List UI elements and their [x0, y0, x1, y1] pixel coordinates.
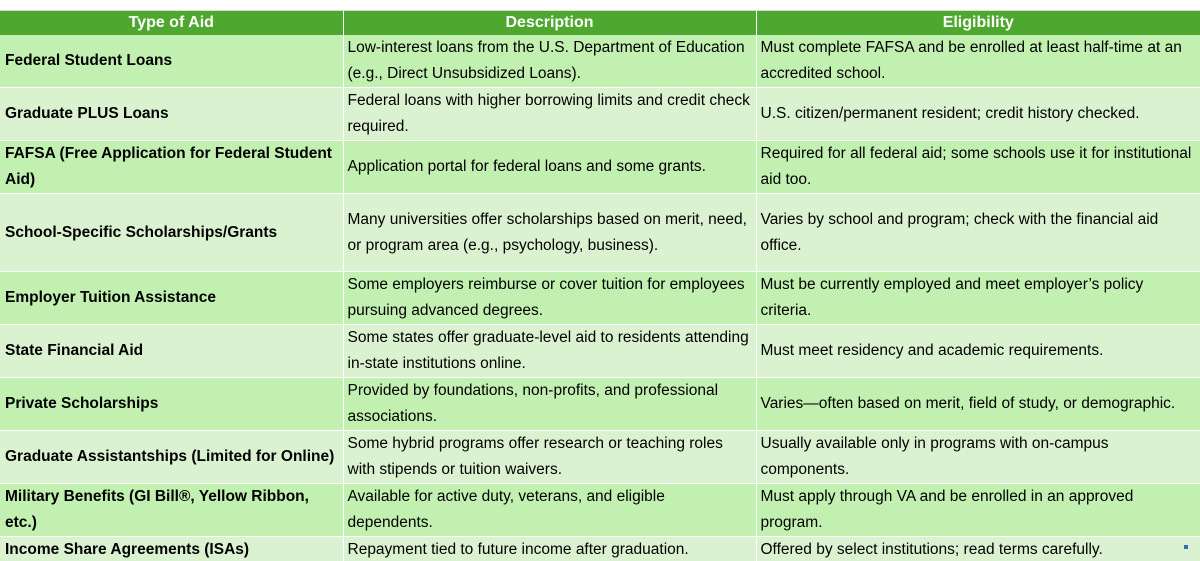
cell-eligibility[interactable]: Usually available only in programs with on-campus components.	[756, 431, 1200, 484]
cell-type[interactable]: Graduate PLUS Loans	[0, 88, 343, 141]
cell-type[interactable]: Federal Student Loans	[0, 35, 343, 88]
cell-type[interactable]: State Financial Aid	[0, 325, 343, 378]
cell-eligibility[interactable]: Must meet residency and academic requirements.	[756, 325, 1200, 378]
table-row	[0, 378, 1200, 431]
cell-type[interactable]: Income Share Agreements (ISAs)	[0, 537, 343, 561]
header-row	[0, 11, 1200, 35]
cell-description[interactable]: Many universities offer scholarships based on merit, need, or program area (e.g., psychology, business).	[343, 194, 756, 272]
cell-type[interactable]: School-Specific Scholarships/Grants	[0, 194, 343, 272]
cell-type[interactable]: Employer Tuition Assistance	[0, 272, 343, 325]
cell-description[interactable]: Low-interest loans from the U.S. Department of Education (e.g., Direct Unsubsidized Loans).	[343, 35, 756, 88]
cell-description[interactable]: Some employers reimburse or cover tuition for employees pursuing advanced degrees.	[343, 272, 756, 325]
cell-type[interactable]: Graduate Assistantships (Limited for Online)	[0, 431, 343, 484]
table-row	[0, 194, 1200, 272]
cell-eligibility[interactable]: Varies by school and program; check with the financial aid office.	[756, 194, 1200, 272]
cell-description[interactable]: Some hybrid programs offer research or teaching roles with stipends or tuition waivers.	[343, 431, 756, 484]
cell-eligibility[interactable]: Must apply through VA and be enrolled in an approved program.	[756, 484, 1200, 537]
financial-aid-table	[0, 11, 1200, 561]
table-row	[0, 272, 1200, 325]
table-row	[0, 141, 1200, 194]
cell-type[interactable]: Private Scholarships	[0, 378, 343, 431]
cell-eligibility[interactable]: Varies—often based on merit, field of study, or demographic.	[756, 378, 1200, 431]
cell-description[interactable]: Repayment tied to future income after graduation.	[343, 537, 756, 561]
table-row	[0, 35, 1200, 88]
cell-description[interactable]: Provided by foundations, non-profits, and professional associations.	[343, 378, 756, 431]
table-row	[0, 88, 1200, 141]
cut-off-top-row	[0, 0, 1200, 11]
table-row	[0, 431, 1200, 484]
table-resize-handle-icon[interactable]	[1184, 545, 1188, 549]
cell-description[interactable]: Federal loans with higher borrowing limits and credit check required.	[343, 88, 756, 141]
cell-eligibility[interactable]: Must complete FAFSA and be enrolled at least half-time at an accredited school.	[756, 35, 1200, 88]
cell-eligibility[interactable]: Required for all federal aid; some schools use it for institutional aid too.	[756, 141, 1200, 194]
header-type-of-aid[interactable]: Type of Aid	[0, 11, 343, 35]
cell-eligibility[interactable]: U.S. citizen/permanent resident; credit history checked.	[756, 88, 1200, 141]
table-row	[0, 484, 1200, 537]
cell-description[interactable]: Application portal for federal loans and some grants.	[343, 141, 756, 194]
table-row	[0, 325, 1200, 378]
cell-description[interactable]: Available for active duty, veterans, and eligible dependents.	[343, 484, 756, 537]
cell-description[interactable]: Some states offer graduate-level aid to residents attending in-state institutions online.	[343, 325, 756, 378]
cell-eligibility[interactable]: Must be currently employed and meet employer’s policy criteria.	[756, 272, 1200, 325]
header-eligibility[interactable]: Eligibility	[756, 11, 1200, 35]
cell-type[interactable]: Military Benefits (GI Bill®, Yellow Ribbon, etc.)	[0, 484, 343, 537]
table-row	[0, 537, 1200, 561]
header-description[interactable]: Description	[343, 11, 756, 35]
cell-eligibility[interactable]: Offered by select institutions; read terms carefully.	[756, 537, 1200, 561]
cell-type[interactable]: FAFSA (Free Application for Federal Student Aid)	[0, 141, 343, 194]
